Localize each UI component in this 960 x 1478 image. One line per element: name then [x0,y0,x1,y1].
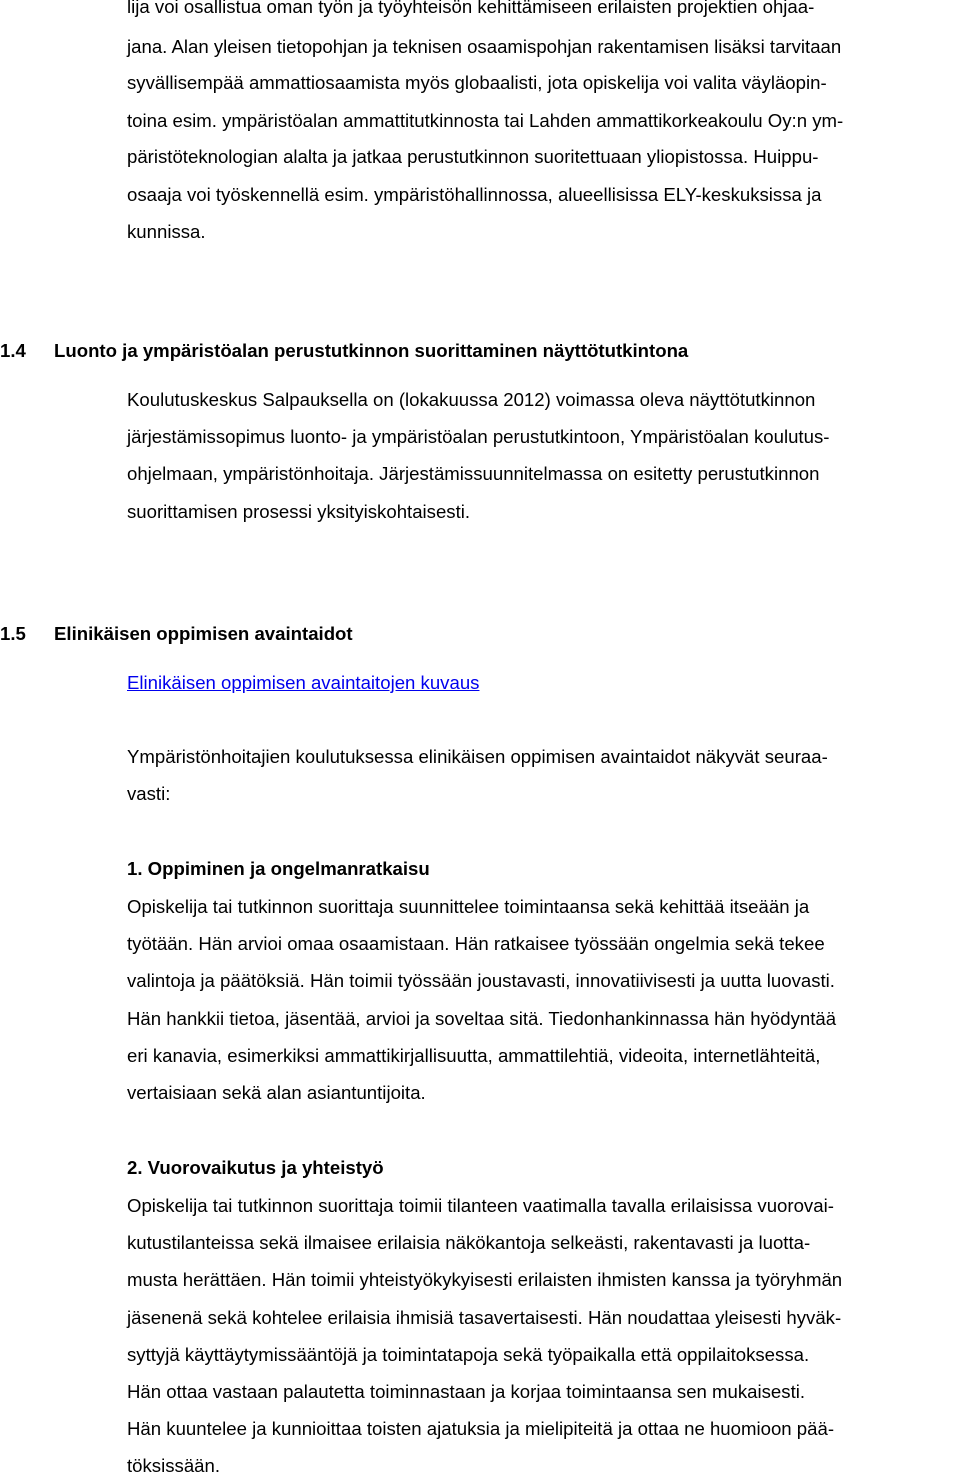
paragraph-line: Hän kuuntelee ja kunnioittaa toisten ajatuksia ja mielipiteitä ja ottaa ne huomioon pää- [127,1418,835,1439]
paragraph-line: töksissään. [127,1455,221,1476]
paragraph-line: Ympäristönhoitajien koulutuksessa elinikäisen oppimisen avaintaidot näkyvät seuraa- [127,746,828,767]
paragraph-line: Hän ottaa vastaan palautetta toiminnastaan ja korjaa toimintaansa sen mukaisesti. [127,1381,806,1402]
item-heading: 2. Vuorovaikutus ja yhteistyö [127,1157,384,1178]
paragraph-line: eri kanavia, esimerkiksi ammattikirjallisuutta, ammattilehtiä, videoita, internetlähteitä, [127,1045,821,1066]
paragraph-line: vertaisiaan sekä alan asiantuntijoita. [127,1082,426,1103]
paragraph-line: Koulutuskeskus Salpauksella on (lokakuussa 2012) voimassa oleva näyttötutkinnon [127,389,816,410]
paragraph-line: toina esim. ympäristöalan ammattitutkinnosta tai Lahden ammattikorkeakoulu Oy:n ym- [127,110,844,131]
paragraph-line: kunnissa. [127,221,206,242]
paragraph-line: työtään. Hän arvioi omaa osaamistaan. Hän ratkaisee työssään ongelmia sekä tekee [127,933,825,954]
paragraph-line: Hän hankkii tietoa, jäsentää, arvioi ja soveltaa sitä. Tiedonhankinnassa hän hyödyntää [127,1008,837,1029]
section-title: Elinikäisen oppimisen avaintaidot [54,623,353,644]
paragraph-line: Opiskelija tai tutkinnon suorittaja suunnittelee toimintaansa sekä kehittää itseään ja [127,896,810,917]
section-number: 1.5 [0,623,26,644]
paragraph-line: jana. Alan yleisen tietopohjan ja teknisen osaamispohjan rakentamisen lisäksi tarvitaan [127,36,842,57]
paragraph-line: suorittamisen prosessi yksityiskohtaisesti. [127,501,471,522]
paragraph-line: kutustilanteissa sekä ilmaisee erilaisia näkökantoja selkeästi, rakentavasti ja luotta- [127,1232,811,1253]
section-number: 1.4 [0,340,26,361]
key-skills-description-link[interactable]: Elinikäisen oppimisen avaintaitojen kuvaus [127,672,480,693]
paragraph-line: ohjelmaan, ympäristönhoitaja. Järjestämissuunnitelmassa on esitetty perustutkinnon [127,463,820,484]
item-heading: 1. Oppiminen ja ongelmanratkaisu [127,858,430,879]
paragraph-line: lija voi osallistua oman työn ja työyhteisön kehittämiseen erilaisten projektien ohjaa- [127,0,815,17]
section-title: Luonto ja ympäristöalan perustutkinnon suorittaminen näyttötutkintona [54,340,689,361]
paragraph-line: syvällisempää ammattiosaamista myös globaalisti, jota opiskelija voi valita väyläopin- [127,72,827,93]
paragraph-line: musta herättäen. Hän toimii yhteistyökykyisesti erilaisten ihmisten kanssa ja työryhmän [127,1269,843,1290]
paragraph-line: vasti: [127,783,171,804]
paragraph-line: valintoja ja päätöksiä. Hän toimii työssään joustavasti, innovatiivisesti ja uutta luovasti. [127,970,835,991]
paragraph-line: Opiskelija tai tutkinnon suorittaja toimii tilanteen vaatimalla tavalla erilaisissa vuorovai- [127,1195,834,1216]
paragraph-line: syttyjä käyttäytymissääntöjä ja toimintatapoja sekä työpaikalla että oppilaitoksessa. [127,1344,810,1365]
paragraph-line: osaaja voi työskennellä esim. ympäristöhallinnossa, alueellisissa ELY-keskuksissa ja [127,184,822,205]
paragraph-line: päristöteknologian alalta ja jatkaa perustutkinnon suoritettuaan yliopistossa. Huippu- [127,146,819,167]
paragraph-line: järjestämissopimus luonto- ja ympäristöalan perustutkintoon, Ympäristöalan koulutus- [127,426,830,447]
paragraph-line: jäsenenä sekä kohtelee erilaisia ihmisiä tasavertaisesti. Hän noudattaa yleisesti hyväk- [127,1307,842,1328]
